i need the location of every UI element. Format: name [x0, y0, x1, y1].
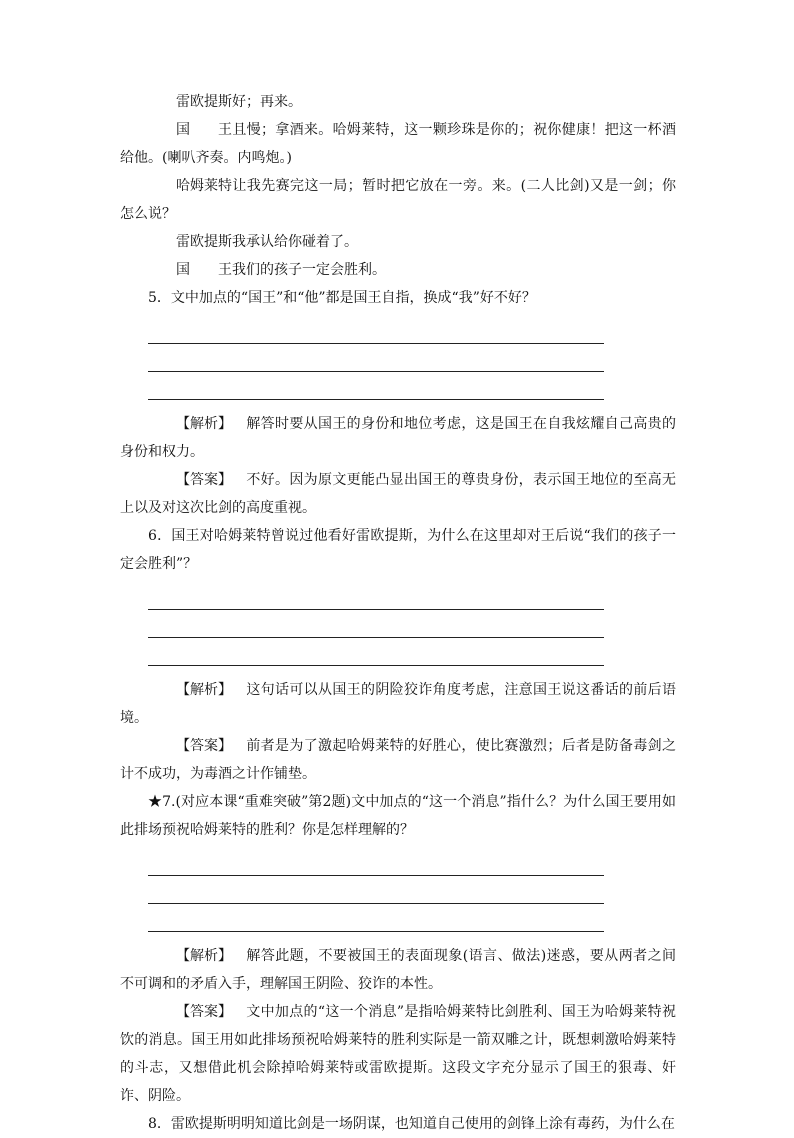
- speaker-name: 雷欧提斯: [176, 234, 232, 250]
- answer-tag: 【答案】: [176, 738, 232, 754]
- analysis-text: 这句话可以从国王的阴险狡诈角度考虑，注意国王说这番话的前后语境。: [120, 682, 676, 726]
- document-page: [120, 88, 676, 1138]
- dialogue-text: 让我先赛完这一局；暂时把它放在一旁。来。(二人比剑)又是一剑；你怎么说？: [120, 178, 676, 222]
- question-text: ★7.(对应本课“重难突破”第2题)文中加点的“这一个消息”指什么？为什么国王要用如此排场预祝哈姆莱特的胜利？你是怎样理解的？: [120, 794, 676, 838]
- analysis-paragraph: [120, 410, 676, 466]
- answer-lines: [148, 848, 676, 932]
- answer-text: 文中加点的“这一个消息”是指哈姆莱特比剑胜利、国王为哈姆莱特祝饮的消息。国王用如此排场预祝哈姆莱特的胜利实际是一箭双雕之计，既想刺激哈姆莱特的斗志，又想借此机会除掉哈姆莱特或雷欧提斯。这段文字充分显示了国王的狠毒、奸诈、阴险。: [120, 1004, 676, 1104]
- dialogue-text: 且慢；拿酒来。哈姆莱特，这一颗珍珠是你的；祝你健康！把这一杯酒给他。(喇叭齐奏。内鸣炮。): [120, 122, 676, 166]
- answer-line: [148, 638, 604, 666]
- question-text: 6．国王对哈姆莱特曾说过他看好雷欧提斯，为什么在这里却对王后说“我们的孩子一定会胜利”？: [120, 528, 676, 572]
- question-text: 5．文中加点的“国王”和“他”都是国王自指，换成“我”好不好？: [148, 290, 536, 306]
- question-text: 8．雷欧提斯明明知道比剑是一场阴谋，也知道自己使用的剑锋上涂有毒药，为什么在: [148, 1116, 675, 1132]
- answer-line: [148, 610, 604, 638]
- answer-text: 不好。因为原文更能凸显出国王的尊贵身份，表示国王地位的至高无上以及对这次比剑的高度重视。: [120, 472, 676, 516]
- analysis-text: 解答此题，不要被国王的表面现象(语言、做法)迷惑，要从两者之间不可调和的矛盾入手，理解国王阴险、狡诈的本性。: [120, 948, 676, 992]
- answer-lines: [148, 316, 676, 400]
- answer-line: [148, 316, 604, 344]
- answer-paragraph: [120, 466, 676, 522]
- answer-text: 前者是为了激起哈姆莱特的好胜心，使比赛激烈；后者是防备毒剑之计不成功，为毒酒之计作铺垫。: [120, 738, 676, 782]
- answer-tag: 【答案】: [176, 1004, 232, 1020]
- dialogue-line: [120, 228, 676, 256]
- analysis-paragraph: [120, 942, 676, 998]
- analysis-tag: 【解析】: [176, 416, 232, 432]
- dialogue-text: 好；再来。: [232, 94, 302, 110]
- answer-paragraph: [120, 998, 676, 1110]
- dialogue-line: [120, 172, 676, 228]
- speaker-name: 雷欧提斯: [176, 94, 232, 110]
- answer-lines: [148, 582, 676, 666]
- answer-line: [148, 582, 604, 610]
- analysis-tag: 【解析】: [176, 948, 232, 964]
- dialogue-text: 我们的孩子一定会胜利。: [232, 262, 386, 278]
- answer-line: [148, 344, 604, 372]
- answer-line: [148, 372, 604, 400]
- speaker-name: 国 王: [176, 262, 232, 278]
- speaker-name: 哈姆莱特: [176, 178, 232, 194]
- dialogue-line: [120, 88, 676, 116]
- answer-tag: 【答案】: [176, 472, 232, 488]
- answer-line: [148, 876, 604, 904]
- dialogue-text: 我承认给你碰着了。: [232, 234, 358, 250]
- analysis-paragraph: [120, 676, 676, 732]
- answer-paragraph: [120, 732, 676, 788]
- analysis-tag: 【解析】: [176, 682, 232, 698]
- answer-line: [148, 904, 604, 932]
- analysis-text: 解答时要从国王的身份和地位考虑，这是国王在自我炫耀自己高贵的身份和权力。: [120, 416, 676, 460]
- dialogue-line: [120, 256, 676, 284]
- dialogue-line: [120, 116, 676, 172]
- speaker-name: 国 王: [176, 122, 232, 138]
- answer-line: [148, 848, 604, 876]
